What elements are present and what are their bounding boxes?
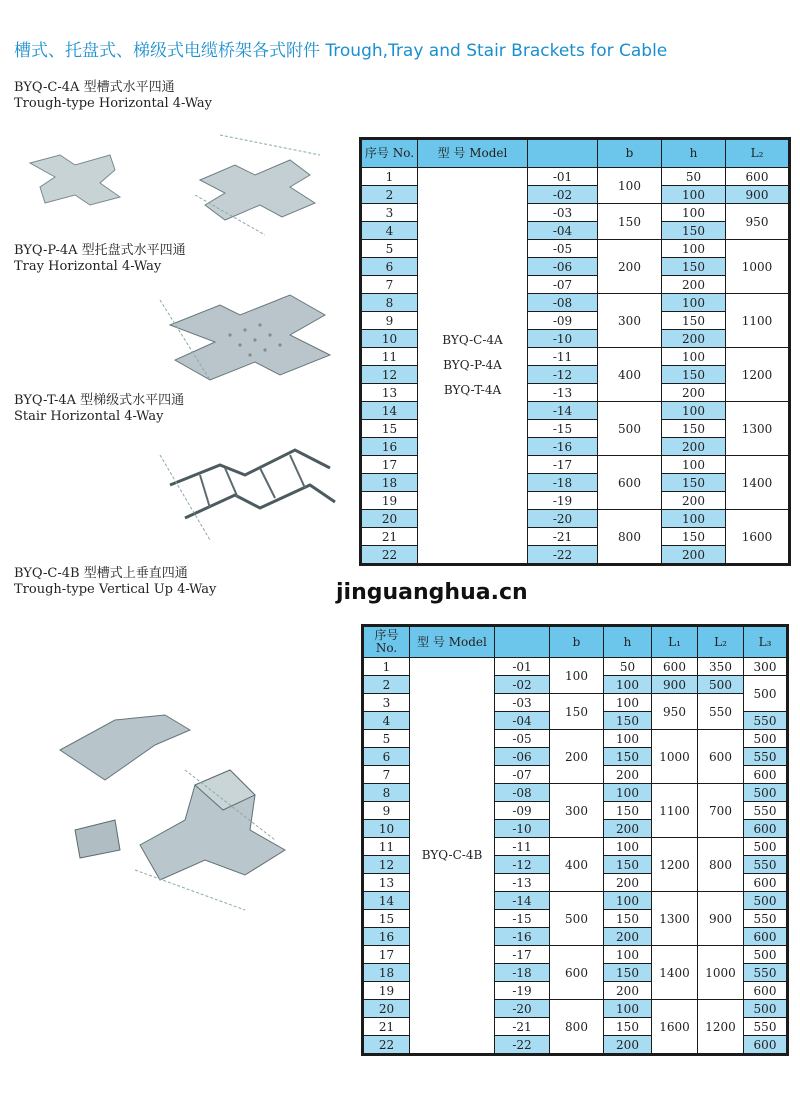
caption-cn: BYQ-P-4A 型托盘式水平四通 xyxy=(14,243,186,258)
header-cell: L₂ xyxy=(726,140,789,168)
h-cell: 150 xyxy=(604,712,652,730)
header-cell xyxy=(362,140,418,168)
h-cell: 200 xyxy=(662,492,726,510)
spec-table-4a xyxy=(361,139,789,564)
caption-c4b xyxy=(14,566,216,598)
l3-cell: 550 xyxy=(744,856,787,874)
suffix-cell: -14 xyxy=(495,892,550,910)
l2-cell: 1000 xyxy=(726,240,789,294)
h-cell: 150 xyxy=(662,222,726,240)
header-label: 序号 No. xyxy=(374,628,399,655)
l2-cell: 900 xyxy=(698,892,744,946)
h-cell: 100 xyxy=(662,402,726,420)
suffix-cell: -09 xyxy=(528,312,598,330)
row-number-cell: 7 xyxy=(364,766,410,784)
watermark: jinguanghua.cn xyxy=(336,580,528,605)
h-cell: 100 xyxy=(604,694,652,712)
row-number-cell: 6 xyxy=(364,748,410,766)
suffix-cell: -08 xyxy=(495,784,550,802)
l2-cell: 1200 xyxy=(698,1000,744,1054)
h-cell: 150 xyxy=(604,910,652,928)
row-number-cell: 14 xyxy=(362,402,418,420)
header-cell xyxy=(528,140,598,168)
suffix-cell: -21 xyxy=(495,1018,550,1036)
header-cell xyxy=(364,627,410,658)
row-number-cell: 21 xyxy=(362,528,418,546)
row-number-cell: 8 xyxy=(364,784,410,802)
row-number-cell: 16 xyxy=(362,438,418,456)
row-number-cell: 15 xyxy=(364,910,410,928)
b-cell: 400 xyxy=(598,348,662,402)
row-number-cell: 9 xyxy=(362,312,418,330)
table-row xyxy=(364,658,787,676)
b-cell: 800 xyxy=(550,1000,604,1054)
l3-cell: 500 xyxy=(744,784,787,802)
l3-cell: 600 xyxy=(744,1036,787,1054)
header-cell: b xyxy=(550,627,604,658)
h-cell: 200 xyxy=(604,928,652,946)
suffix-cell: -20 xyxy=(528,510,598,528)
suffix-cell: -15 xyxy=(495,910,550,928)
h-cell: 50 xyxy=(604,658,652,676)
b-cell: 200 xyxy=(598,240,662,294)
h-cell: 100 xyxy=(662,204,726,222)
caption-p4a xyxy=(14,243,186,275)
suffix-cell: -02 xyxy=(495,676,550,694)
row-number-cell: 3 xyxy=(362,204,418,222)
row-number-cell: 2 xyxy=(364,676,410,694)
b-cell: 300 xyxy=(598,294,662,348)
h-cell: 150 xyxy=(604,856,652,874)
h-cell: 100 xyxy=(662,348,726,366)
suffix-cell: -18 xyxy=(495,964,550,982)
row-number-cell: 17 xyxy=(362,456,418,474)
suffix-cell: -06 xyxy=(495,748,550,766)
b-cell: 600 xyxy=(598,456,662,510)
suffix-cell: -06 xyxy=(528,258,598,276)
l3-cell: 550 xyxy=(744,1018,787,1036)
l3-cell: 500 xyxy=(744,892,787,910)
caption-cn: BYQ-T-4A 型梯级式水平四通 xyxy=(14,393,185,408)
row-number-cell: 12 xyxy=(364,856,410,874)
row-number-cell: 16 xyxy=(364,928,410,946)
row-number-cell: 4 xyxy=(362,222,418,240)
l3-cell: 550 xyxy=(744,748,787,766)
l3-cell: 500 xyxy=(744,730,787,748)
b-cell: 150 xyxy=(598,204,662,240)
suffix-cell: -18 xyxy=(528,474,598,492)
row-number-cell: 2 xyxy=(362,186,418,204)
page-title: 槽式、托盘式、梯级式电缆桥架各式附件 Trough,Tray and Stair Brackets for Cable xyxy=(14,41,668,61)
suffix-cell: -17 xyxy=(495,946,550,964)
b-cell: 200 xyxy=(550,730,604,784)
row-number-cell: 17 xyxy=(364,946,410,964)
suffix-cell: -21 xyxy=(528,528,598,546)
l2-cell: 1600 xyxy=(726,510,789,564)
row-number-cell: 19 xyxy=(364,982,410,1000)
suffix-cell: -01 xyxy=(495,658,550,676)
b-cell: 500 xyxy=(550,892,604,946)
suffix-cell: -16 xyxy=(528,438,598,456)
h-cell: 150 xyxy=(662,474,726,492)
l3-cell: 550 xyxy=(744,802,787,820)
caption-cn: BYQ-C-4B 型槽式上垂直四通 xyxy=(14,566,188,581)
suffix-cell: -11 xyxy=(528,348,598,366)
l2-cell: 550 xyxy=(698,694,744,730)
row-number-cell: 22 xyxy=(362,546,418,564)
row-number-cell: 3 xyxy=(364,694,410,712)
header-cell: L₁ xyxy=(652,627,698,658)
header-cell: h xyxy=(662,140,726,168)
row-number-cell: 13 xyxy=(362,384,418,402)
l3-cell: 600 xyxy=(744,766,787,784)
suffix-cell: -14 xyxy=(528,402,598,420)
suffix-cell: -05 xyxy=(528,240,598,258)
header-cell: b xyxy=(598,140,662,168)
suffix-cell: -04 xyxy=(495,712,550,730)
row-number-cell: 22 xyxy=(364,1036,410,1054)
h-cell: 200 xyxy=(662,276,726,294)
row-number-cell: 11 xyxy=(364,838,410,856)
suffix-cell: -03 xyxy=(528,204,598,222)
suffix-cell: -07 xyxy=(495,766,550,784)
l2-cell: 350 xyxy=(698,658,744,676)
l3-cell: 550 xyxy=(744,910,787,928)
l2-cell: 1000 xyxy=(698,946,744,1000)
h-cell: 150 xyxy=(604,964,652,982)
b-cell: 150 xyxy=(550,694,604,730)
row-number-cell: 11 xyxy=(362,348,418,366)
row-number-cell: 19 xyxy=(362,492,418,510)
suffix-cell: -15 xyxy=(528,420,598,438)
model-name: BYQ-C-4A xyxy=(442,333,503,347)
h-cell: 100 xyxy=(662,240,726,258)
l3-cell: 500 xyxy=(744,946,787,964)
row-number-cell: 10 xyxy=(364,820,410,838)
suffix-cell: -19 xyxy=(495,982,550,1000)
l1-cell: 1100 xyxy=(652,784,698,838)
l2-cell: 600 xyxy=(726,168,789,186)
row-number-cell: 14 xyxy=(364,892,410,910)
b-cell: 100 xyxy=(598,168,662,204)
l3-cell: 300 xyxy=(744,658,787,676)
h-cell: 200 xyxy=(662,384,726,402)
h-cell: 200 xyxy=(662,546,726,564)
l2-cell: 1300 xyxy=(726,402,789,456)
table-row xyxy=(362,168,789,186)
row-number-cell: 1 xyxy=(362,168,418,186)
h-cell: 150 xyxy=(662,312,726,330)
h-cell: 150 xyxy=(662,420,726,438)
h-cell: 200 xyxy=(604,874,652,892)
b-cell: 800 xyxy=(598,510,662,564)
l2-cell: 900 xyxy=(726,186,789,204)
h-cell: 200 xyxy=(662,330,726,348)
stair-4way-illustration xyxy=(150,430,350,545)
l1-cell: 1300 xyxy=(652,892,698,946)
h-cell: 150 xyxy=(662,528,726,546)
caption-en: Trough-type Vertical Up 4-Way xyxy=(14,582,217,597)
h-cell: 100 xyxy=(604,730,652,748)
l3-cell: 500 xyxy=(744,676,787,712)
h-cell: 100 xyxy=(604,838,652,856)
tray-4way-illustration xyxy=(150,280,350,390)
row-number-cell: 20 xyxy=(362,510,418,528)
header-cell: L₃ xyxy=(744,627,787,658)
l2-cell: 1100 xyxy=(726,294,789,348)
row-number-cell: 10 xyxy=(362,330,418,348)
row-number-cell: 4 xyxy=(364,712,410,730)
suffix-cell: -20 xyxy=(495,1000,550,1018)
trough-vertical-4way-illustration xyxy=(45,700,335,930)
row-number-cell: 8 xyxy=(362,294,418,312)
row-number-cell: 5 xyxy=(364,730,410,748)
suffix-cell: -16 xyxy=(495,928,550,946)
caption-cn: BYQ-C-4A 型槽式水平四通 xyxy=(14,80,175,95)
h-cell: 100 xyxy=(662,510,726,528)
l3-cell: 600 xyxy=(744,928,787,946)
row-number-cell: 18 xyxy=(362,474,418,492)
l3-cell: 600 xyxy=(744,820,787,838)
l3-cell: 500 xyxy=(744,1000,787,1018)
l1-cell: 1200 xyxy=(652,838,698,892)
caption-c4a xyxy=(14,80,212,112)
l1-cell: 1400 xyxy=(652,946,698,1000)
h-cell: 100 xyxy=(604,784,652,802)
l2-cell: 600 xyxy=(698,730,744,784)
header-label: 序号 No. xyxy=(364,146,415,160)
l2-cell: 500 xyxy=(698,676,744,694)
l1-cell: 1600 xyxy=(652,1000,698,1054)
h-cell: 200 xyxy=(662,438,726,456)
caption-t4a xyxy=(14,393,184,425)
suffix-cell: -05 xyxy=(495,730,550,748)
l3-cell: 600 xyxy=(744,982,787,1000)
b-cell: 400 xyxy=(550,838,604,892)
b-cell: 300 xyxy=(550,784,604,838)
b-cell: 500 xyxy=(598,402,662,456)
suffix-cell: -12 xyxy=(495,856,550,874)
l1-cell: 600 xyxy=(652,658,698,676)
b-cell: 600 xyxy=(550,946,604,1000)
row-number-cell: 5 xyxy=(362,240,418,258)
h-cell: 100 xyxy=(662,186,726,204)
h-cell: 150 xyxy=(662,258,726,276)
suffix-cell: -10 xyxy=(528,330,598,348)
spec-table-4b xyxy=(363,626,787,1054)
row-number-cell: 7 xyxy=(362,276,418,294)
h-cell: 100 xyxy=(662,456,726,474)
model-name: BYQ-P-4A xyxy=(443,358,502,372)
l3-cell: 500 xyxy=(744,838,787,856)
h-cell: 200 xyxy=(604,766,652,784)
row-number-cell: 1 xyxy=(364,658,410,676)
row-number-cell: 20 xyxy=(364,1000,410,1018)
h-cell: 100 xyxy=(604,946,652,964)
l3-cell: 550 xyxy=(744,712,787,730)
h-cell: 200 xyxy=(604,1036,652,1054)
header-cell: 型 号 Model xyxy=(418,140,528,168)
model-cell xyxy=(418,168,528,564)
suffix-cell: -01 xyxy=(528,168,598,186)
l2-cell: 950 xyxy=(726,204,789,240)
header-cell: 型 号 Model xyxy=(410,627,495,658)
trough-4way-illustration xyxy=(20,125,350,240)
l1-cell: 950 xyxy=(652,694,698,730)
suffix-cell: -03 xyxy=(495,694,550,712)
h-cell: 200 xyxy=(604,982,652,1000)
row-number-cell: 6 xyxy=(362,258,418,276)
h-cell: 150 xyxy=(604,748,652,766)
suffix-cell: -12 xyxy=(528,366,598,384)
h-cell: 150 xyxy=(604,1018,652,1036)
l2-cell: 1400 xyxy=(726,456,789,510)
header-cell xyxy=(495,627,550,658)
suffix-cell: -10 xyxy=(495,820,550,838)
suffix-cell: -04 xyxy=(528,222,598,240)
suffix-cell: -07 xyxy=(528,276,598,294)
h-cell: 150 xyxy=(604,802,652,820)
suffix-cell: -17 xyxy=(528,456,598,474)
h-cell: 100 xyxy=(604,892,652,910)
l2-cell: 700 xyxy=(698,784,744,838)
l1-cell: 1000 xyxy=(652,730,698,784)
row-number-cell: 9 xyxy=(364,802,410,820)
row-number-cell: 21 xyxy=(364,1018,410,1036)
h-cell: 100 xyxy=(604,1000,652,1018)
caption-en: Trough-type Horizontal 4-Way xyxy=(14,96,213,111)
header-cell: L₂ xyxy=(698,627,744,658)
suffix-cell: -22 xyxy=(528,546,598,564)
h-cell: 100 xyxy=(604,676,652,694)
header-cell: h xyxy=(604,627,652,658)
l2-cell: 800 xyxy=(698,838,744,892)
suffix-cell: -09 xyxy=(495,802,550,820)
row-number-cell: 18 xyxy=(364,964,410,982)
row-number-cell: 15 xyxy=(362,420,418,438)
h-cell: 150 xyxy=(662,366,726,384)
suffix-cell: -08 xyxy=(528,294,598,312)
suffix-cell: -13 xyxy=(528,384,598,402)
suffix-cell: -02 xyxy=(528,186,598,204)
l1-cell: 900 xyxy=(652,676,698,694)
suffix-cell: -11 xyxy=(495,838,550,856)
l3-cell: 550 xyxy=(744,964,787,982)
b-cell: 100 xyxy=(550,658,604,694)
h-cell: 50 xyxy=(662,168,726,186)
caption-en: Tray Horizontal 4-Way xyxy=(14,259,162,274)
row-number-cell: 12 xyxy=(362,366,418,384)
caption-en: Stair Horizontal 4-Way xyxy=(14,409,164,424)
model-name: BYQ-C-4B xyxy=(421,848,483,862)
l2-cell: 1200 xyxy=(726,348,789,402)
row-number-cell: 13 xyxy=(364,874,410,892)
suffix-cell: -22 xyxy=(495,1036,550,1054)
h-cell: 100 xyxy=(662,294,726,312)
suffix-cell: -13 xyxy=(495,874,550,892)
suffix-cell: -19 xyxy=(528,492,598,510)
model-name: BYQ-T-4A xyxy=(443,383,502,397)
model-cell xyxy=(410,658,495,1054)
h-cell: 200 xyxy=(604,820,652,838)
l3-cell: 600 xyxy=(744,874,787,892)
